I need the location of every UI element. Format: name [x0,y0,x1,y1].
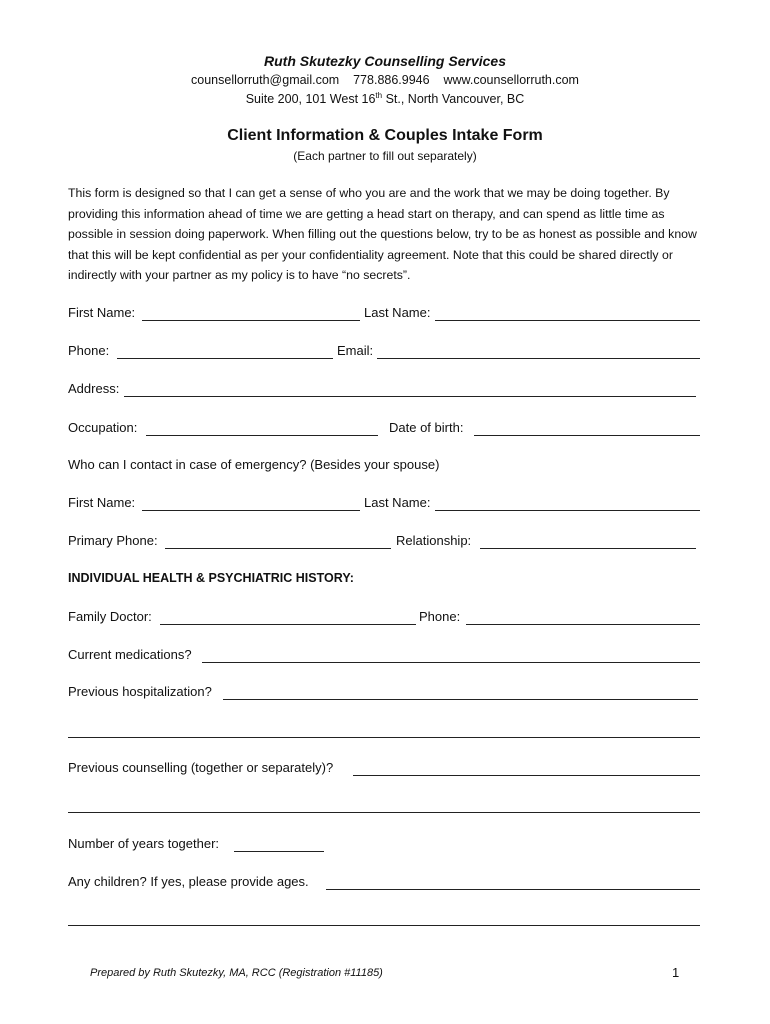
office-address [0,91,770,106]
children-field[interactable] [326,889,700,890]
address-part: Suite 200, 101 West 16 [245,92,376,107]
children-row [68,874,700,894]
email-label: Email: [337,343,374,358]
hospitalization-row [68,684,700,704]
years-together-label: Number of years together: [68,836,220,851]
address-field[interactable] [124,396,696,397]
emergency-question-row [68,457,700,477]
emergency-first-name-field[interactable] [142,510,360,511]
years-together-row [68,836,700,856]
intro-paragraph: This form is designed so that I can get a sense of who you are and the work that we may be doing together. By providing this information ahead of time we are getting a head start on therapy, and can spend as little time as possible in session doing paperwork. When filling out the questions below, try to be as honest as possible and know that this will be kept confidential as per your confidentiality agreement. Note that this could be shared directly or indirectly with your partner as my policy is to have “no secrets”. [68,186,697,283]
occupation-field[interactable] [146,435,378,436]
address-row [68,381,700,401]
emergency-first-name-label: First Name: [68,495,136,510]
hospitalization-extra-line[interactable] [68,737,700,738]
family-doctor-label: Family Doctor: [68,609,152,624]
occupation-row [68,420,700,440]
phone-field[interactable] [117,358,333,359]
prepared-by-footer: Prepared by Ruth Skutezky, MA, RCC (Registration #11185) [90,967,383,979]
form-subtitle: (Each partner to fill out separately) [293,149,477,163]
address-rest: St., North Vancouver, BC [382,92,525,107]
contact-line [0,73,770,87]
dob-label: Date of birth: [389,420,464,435]
emergency-phone-row [68,533,700,553]
phone-label: Phone: [68,343,110,358]
last-name-label: Last Name: [364,305,431,320]
contact-website: www.counsellorruth.com [443,73,579,87]
hospitalization-field[interactable] [223,699,698,700]
page-number: 1 [672,965,680,980]
last-name-field[interactable] [435,320,700,321]
email-field[interactable] [377,358,700,359]
first-name-field[interactable] [142,320,360,321]
children-extra-line[interactable] [68,925,700,926]
phone-email-row [68,343,700,363]
counselling-extra-line[interactable] [68,812,700,813]
family-doctor-field[interactable] [160,624,416,625]
counselling-label: Previous counselling (together or separately)? [68,760,334,775]
relationship-field[interactable] [480,548,696,549]
emergency-last-name-label: Last Name: [364,495,431,510]
dob-field[interactable] [474,435,700,436]
contact-email: counsellorruth@gmail.com [191,73,340,87]
relationship-label: Relationship: [396,533,472,548]
name-row [68,305,700,325]
years-together-field[interactable] [234,851,324,852]
doctor-phone-field[interactable] [466,624,700,625]
medications-row [68,647,700,667]
family-doctor-row [68,609,700,629]
emergency-question: Who can I contact in case of emergency? (Besides your spouse) [68,457,440,472]
counselling-row [68,760,700,780]
first-name-label: First Name: [68,305,136,320]
medications-field[interactable] [202,662,700,663]
address-label: Address: [68,381,120,396]
emergency-name-row [68,495,700,515]
address-superscript: th [375,91,383,100]
form-title: Client Information & Couples Intake Form [227,127,543,144]
organization-name: Ruth Skutezky Counselling Services [264,53,506,69]
primary-phone-label: Primary Phone: [68,533,158,548]
contact-phone: 778.886.9946 [353,73,430,87]
counselling-field[interactable] [353,775,700,776]
children-label: Any children? If yes, please provide ages. [68,874,309,889]
medications-label: Current medications? [68,647,192,662]
doctor-phone-label: Phone: [419,609,461,624]
health-history-heading: INDIVIDUAL HEALTH & PSYCHIATRIC HISTORY: [68,571,354,585]
emergency-last-name-field[interactable] [435,510,700,511]
occupation-label: Occupation: [68,420,138,435]
hospitalization-label: Previous hospitalization? [68,684,212,699]
primary-phone-field[interactable] [165,548,391,549]
